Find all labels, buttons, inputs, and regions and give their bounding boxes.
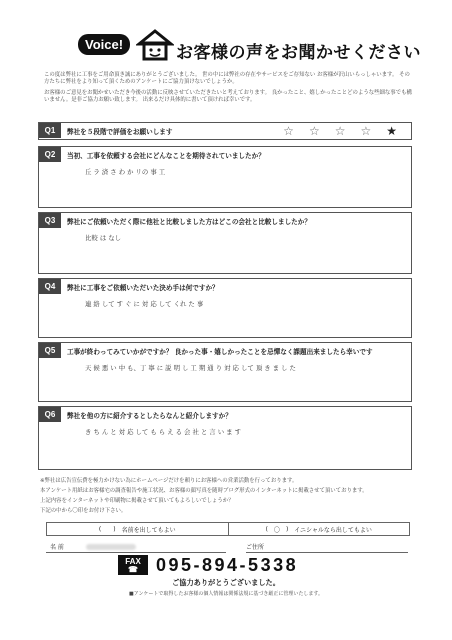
header — [70, 28, 421, 68]
star-icon[interactable]: ☆ — [334, 124, 346, 138]
question-text: 弊社に工事をご依頼いただいた決め手は何ですか？ — [67, 284, 219, 292]
permission-option-name[interactable] — [47, 523, 228, 535]
question-1-box — [38, 122, 412, 140]
question-text: 当初、工事を依頼する会社にどんなことを期待されていましたか？ — [67, 152, 265, 160]
footnote-4: 下記の中から〇印をお付け下さい。 — [40, 508, 127, 514]
footnote-1: ※弊社は広告宣伝費を極力かけない為にホームページだけを頼りにお客様への営業活動を行っております。 — [40, 478, 298, 484]
paren-close: ) — [113, 525, 116, 533]
footnote-2: 本アンケート用紙はお客様宅の調査報告や施工状況、お客様の顔写真を随時ブログ形式のインターネットに掲載させて頂いております。 — [40, 488, 368, 494]
intro-paragraph-1: この度は弊社に工事をご用命頂き誠にありがとうございました。 世の中には弊社の存在やサービスをご存知ない お客様が沢山いらっしゃいます。 その方たちに弊社をより知って頂くためのアンケートにご協力頂けないでしょうか。 — [44, 72, 410, 86]
question-text: 弊社にご依頼いただく際に他社と比較しました方はどこの会社と比較しましたか？ — [67, 218, 311, 226]
contact-row — [46, 540, 408, 554]
question-text: 弊社を５段階で評価をお願いします — [67, 128, 173, 136]
handwritten-answer: 連 絡 して す ぐ に 対 応 して くれ た 事 — [85, 300, 204, 308]
star-filled-icon[interactable]: ★ — [386, 124, 397, 138]
question-label: Q3 — [39, 213, 61, 228]
name-label: 名 前 — [50, 544, 64, 551]
question-label: Q2 — [39, 147, 61, 162]
handwritten-answer: き ち ん と 対 応 して も ら え る 会 社 と 言 い ま す — [85, 428, 241, 436]
star-icon[interactable]: ☆ — [283, 124, 294, 138]
question-3-box — [38, 212, 412, 274]
option-label: イニシャルなら出してもよい — [294, 526, 372, 534]
handwritten-answer: 天 候 悪 い 中 も、丁 寧 に 説 明 し 工 期 通 り 対 応 して 頂 き ま し た — [85, 364, 296, 372]
redacted-name — [86, 544, 136, 550]
privacy-note: ■アンケートで取得したお客様の個人情報は関係法規に基づき厳正に管理いたします。 — [128, 591, 324, 597]
thanks-message: ご協力ありがとうございました。 — [172, 578, 280, 587]
question-label: Q4 — [39, 279, 61, 294]
question-4-box — [38, 278, 412, 338]
paren-open: ( — [98, 525, 102, 533]
address-label: ご住所 — [246, 544, 265, 551]
question-5-box — [38, 342, 412, 402]
star-icon[interactable]: ☆ — [360, 124, 372, 138]
intro-paragraph-2: お客様のご意見をお聞かせいただき今後の活動に反映させていただきたいと考えております。 良かったこと、嬉しかったことどのような些細な事でも構いません。是非ご協力お願い致します。 出来るだけ具体的に書いて頂ければ幸いです。 — [44, 89, 412, 104]
voice-badge: Voice! — [78, 34, 130, 55]
question-6-box — [38, 406, 412, 470]
question-label: Q6 — [39, 407, 61, 422]
footnote-3: 上記内容をインターネットや印刷物に掲載させて頂いてもよろしいでしょうか？ — [40, 498, 234, 504]
question-label: Q5 — [39, 343, 61, 358]
fax-badge — [118, 555, 148, 575]
fax-number[interactable]: 095-894-5338 — [156, 555, 299, 575]
question-2-box — [38, 146, 412, 208]
handwritten-answer: 丘 ラ 済 さ わ か リの 事 工 — [85, 168, 166, 176]
option-mark: 〇 — [273, 526, 280, 534]
phone-icon: ☎ — [128, 564, 138, 574]
option-label: 名前を出してもよい — [121, 526, 176, 534]
permission-options — [46, 522, 410, 536]
intro-text — [44, 72, 414, 108]
permission-option-initial[interactable] — [228, 523, 410, 535]
address-underline — [246, 552, 408, 553]
fax-label: FAX — [125, 556, 141, 566]
page-title: お客様の声をお聞かせください — [176, 43, 421, 63]
question-text: 弊社を他の方に紹介するとしたらなんと紹介しますか？ — [67, 412, 232, 420]
star-icon[interactable]: ☆ — [308, 124, 320, 138]
name-underline — [46, 552, 226, 553]
fax-bar — [118, 555, 348, 575]
paren-close: ) — [285, 525, 289, 533]
house-icon — [136, 28, 174, 62]
handwritten-answer: 比較 は なし — [85, 234, 122, 242]
question-label: Q1 — [39, 123, 61, 138]
question-text: 工事が終わってみていかがですか？ 良かった事・嬉しかったことを忌憚なく課題出来ましたら幸いです — [67, 348, 373, 356]
paren-open: ( — [265, 525, 268, 533]
rating-stars[interactable] — [283, 125, 397, 137]
